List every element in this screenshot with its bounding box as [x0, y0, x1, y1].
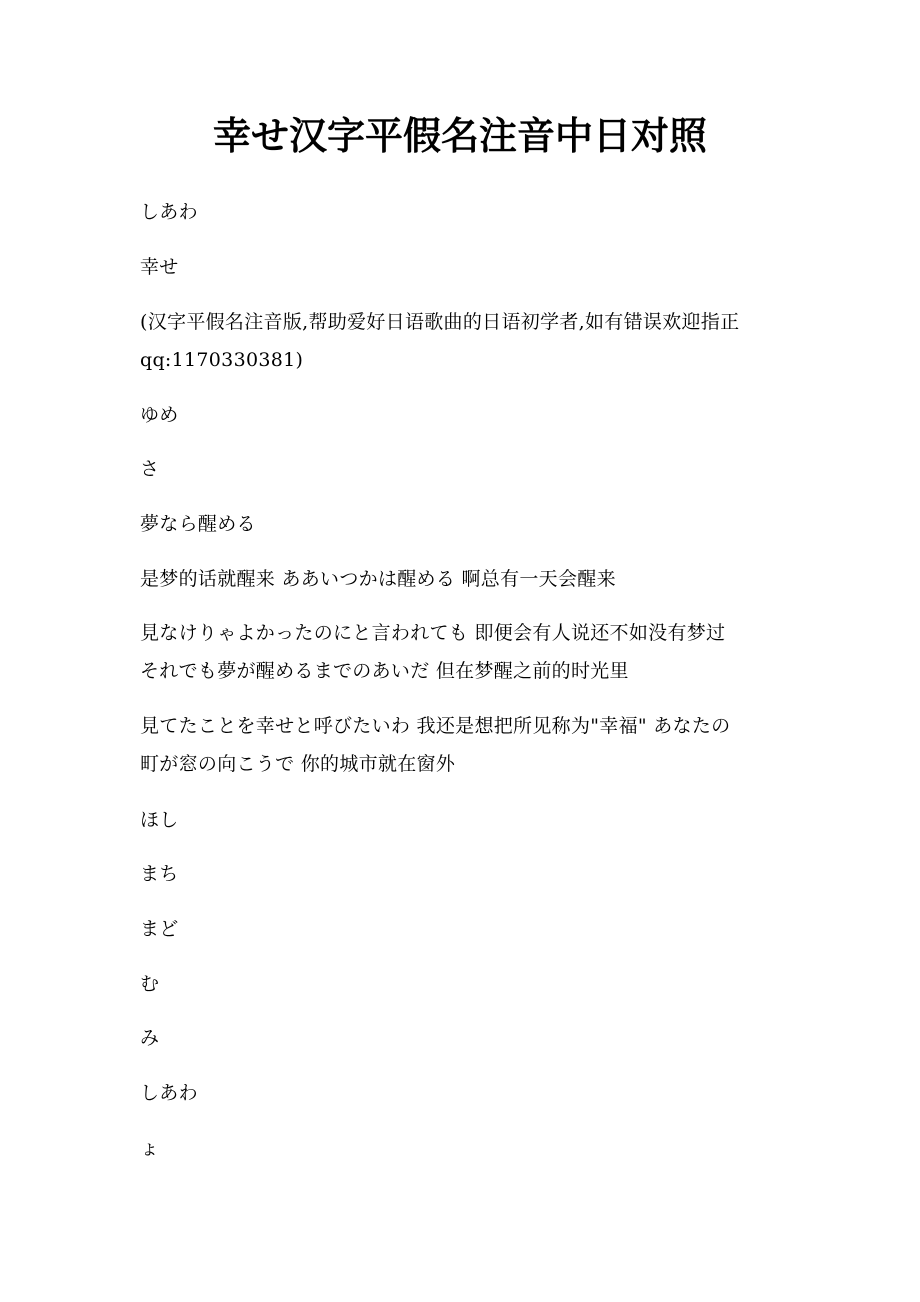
text-line: 是梦的话就醒来 ああいつかは醒める 啊总有一天会醒来 — [140, 568, 616, 590]
text-line: ほし — [140, 809, 179, 831]
text-line: 夢なら醒める — [140, 513, 256, 535]
text-line: しあわ — [140, 201, 198, 223]
text-line: 見てたことを幸せと呼びたいわ 我还是想把所见称为"幸福" あなたの — [140, 715, 731, 737]
document-title: 幸せ汉字平假名注音中日对照 — [212, 113, 707, 158]
text-line: 見なけりゃよかったのにと言われても 即便会有人说还不如没有梦过 — [140, 622, 726, 644]
text-line: それでも夢が醒めるまでのあいだ 但在梦醒之前的时光里 — [140, 660, 629, 682]
note-paragraph — [140, 303, 785, 379]
text-line: まど — [140, 918, 179, 940]
text-line: ょ — [140, 1137, 160, 1159]
text-line: しあわ — [140, 1082, 198, 1104]
lyric-paragraph — [140, 614, 785, 690]
text-line: ゆめ — [140, 404, 179, 426]
text-line: (汉字平假名注音版,帮助爱好日语歌曲的日语初学者,如有错误欢迎指正 — [140, 311, 740, 333]
text-line: qq:1170330381) — [140, 349, 304, 371]
text-line: まち — [140, 863, 179, 885]
text-line: 幸せ — [140, 256, 179, 278]
text-line: 町が窓の向こうで 你的城市就在窗外 — [140, 753, 456, 775]
text-line: む — [140, 973, 160, 995]
lyric-paragraph — [140, 707, 785, 783]
text-line: さ — [140, 458, 160, 480]
text-line: み — [140, 1027, 160, 1049]
